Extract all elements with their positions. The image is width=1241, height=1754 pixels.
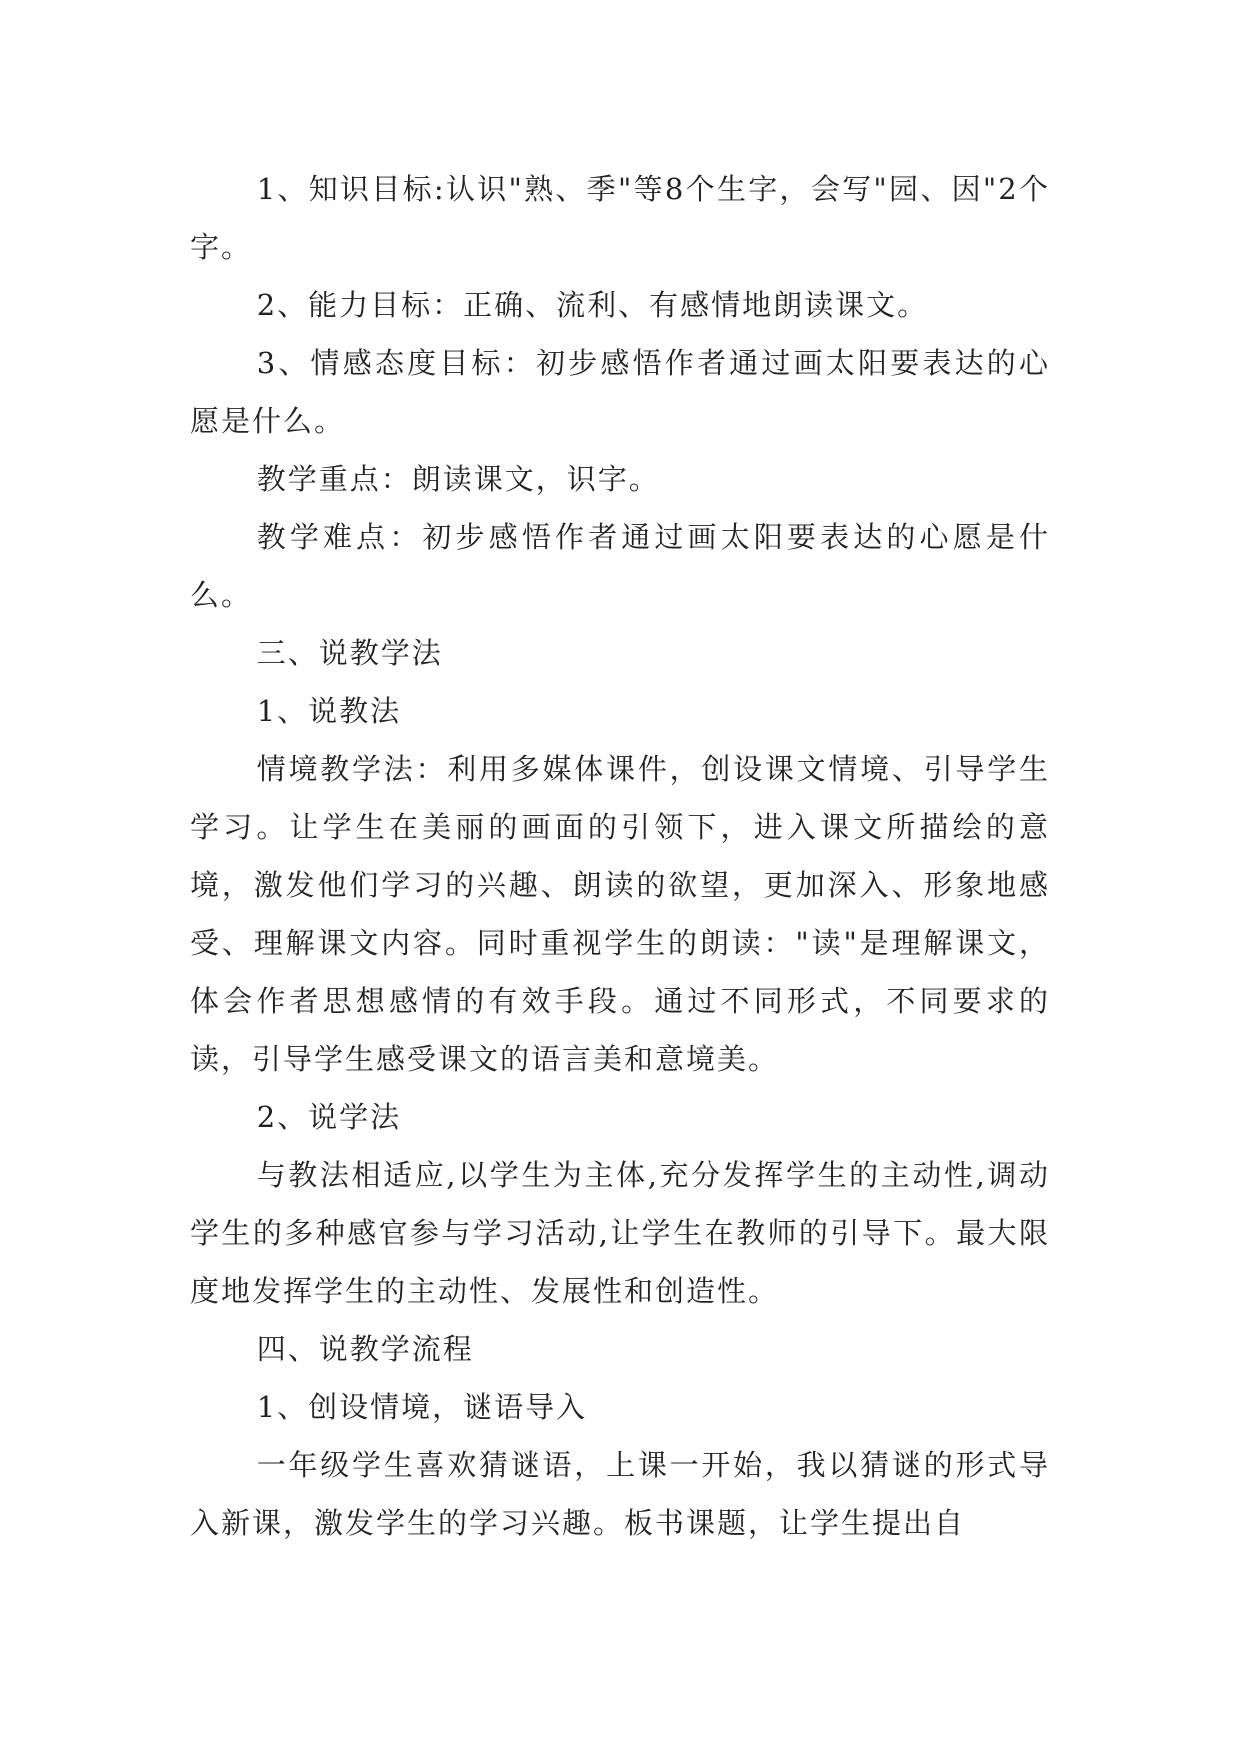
paragraph-emotion-goal: 3、情感态度目标：初步感悟作者通过画太阳要表达的心愿是什么。 <box>190 346 1050 438</box>
paragraph-knowledge-goal: 1、知识目标:认识"熟、季"等8个生字，会写"园、因"2个字。 <box>190 172 1050 264</box>
subheading-teaching-method: 1、说教法 <box>256 694 402 728</box>
paragraph-ability-goal: 2、能力目标：正确、流利、有感情地朗读课文。 <box>256 288 929 322</box>
paragraph-riddle-intro: 一年级学生喜欢猜谜语，上课一开始，我以猜谜的形式导入新课，激发学生的学习兴趣。板书课题，让学生提出自 <box>190 1448 1050 1540</box>
paragraph-teaching-focus: 教学重点：朗读课文，识字。 <box>256 462 660 496</box>
subheading-riddle-intro: 1、创设情境，谜语导入 <box>256 1390 588 1424</box>
subheading-learning-method: 2、说学法 <box>256 1100 402 1134</box>
paragraph-situational-teaching: 情境教学法：利用多媒体课件，创设课文情境、引导学生学习。让学生在美丽的画面的引领下，进入课文所描绘的意境，激发他们学习的兴趣、朗读的欲望，更加深入、形象地感受、理解课文内容。同时重视学生的朗读："读"是理解课文，体会作者思想感情的有效手段。通过不同形式，不同要求的读，引导学生感受课文的语言美和意境美。 <box>190 752 1050 1076</box>
heading-teaching-process: 四、说教学流程 <box>256 1332 474 1366</box>
paragraph-teaching-difficulty: 教学难点：初步感悟作者通过画太阳要表达的心愿是什么。 <box>190 520 1050 612</box>
paragraph-learning-method: 与教法相适应,以学生为主体,充分发挥学生的主动性,调动学生的多种感官参与学习活动,让学生在教师的引导下。最大限度地发挥学生的主动性、发展性和创造性。 <box>190 1158 1050 1308</box>
heading-teaching-methods: 三、说教学法 <box>256 636 443 670</box>
document-page <box>190 160 1050 1552</box>
